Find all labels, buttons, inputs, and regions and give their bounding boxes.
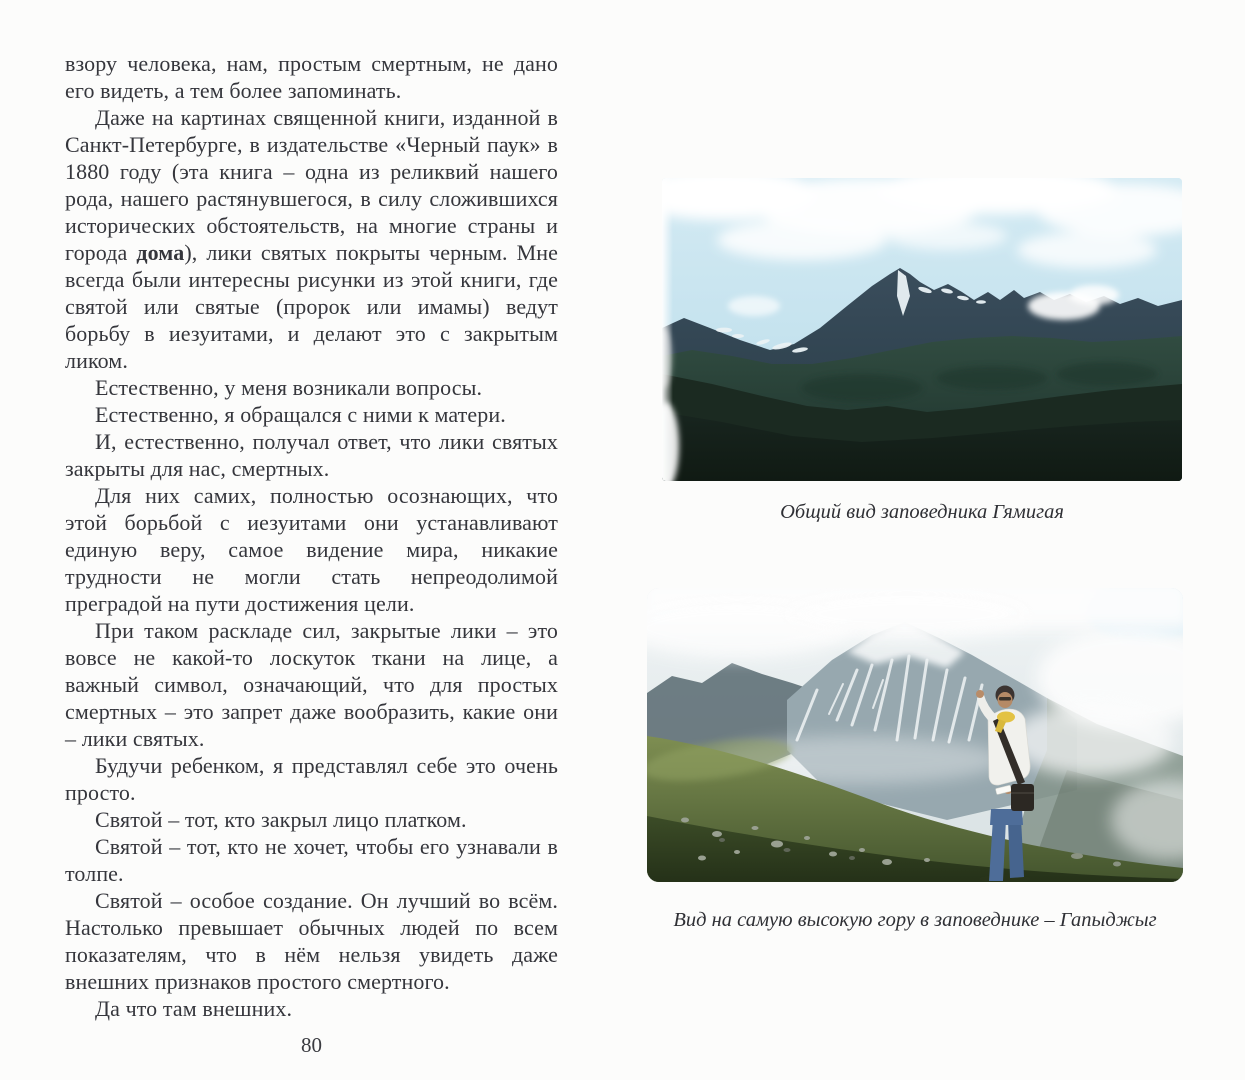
body-paragraph [65, 104, 558, 374]
body-paragraph: Естественно, я обращался с ними к матери. [95, 402, 506, 427]
body-paragraph: Святой – особое создание. Он лучший во всём. Настолько превышает обычных людей по всем показателям, что в нём нельзя увидеть даже внешних признаков простого смертного. [65, 888, 558, 994]
body-paragraph: Да что там внешних. [95, 996, 293, 1021]
paragraph-text: ), лики святых покрыты черным. Мне всегда были интересны рисунки из этой книги, где святой или святые (пророк или имамы) ведут борьбу в иезуитами, и делают это с закрытым ликом. [65, 240, 558, 373]
figure-caption: Общий вид заповедника Гямигая [780, 501, 1064, 523]
page-number: 80 [301, 1033, 322, 1057]
body-paragraph: И, естественно, получал ответ, что лики святых закрыты для нас, смертных. [65, 429, 558, 481]
paragraph-text: Даже на картинах священной книги, изданной в Санкт-Петербурге, в издательстве «Черный паук» в 1880 году (эта книга – одна из реликвий нашего рода, нашего растянувшегося, в силу сложившихся исторических обстоятельств, на многие страны и города [65, 105, 558, 265]
man-raised-hand [976, 690, 984, 698]
body-paragraph: Естественно, у меня возникали вопросы. [95, 375, 483, 400]
body-paragraph: Будучи ребенком, я представлял себе это очень просто. [65, 753, 558, 805]
photo-man-on-slope [647, 588, 1183, 882]
body-paragraph: взору человека, нам, простым смертным, не дано его видеть, а тем более запоминать. [65, 51, 558, 103]
figure-caption: Вид на самую высокую гору в заповеднике – Гапыджыг [673, 909, 1157, 931]
man-sunglasses [999, 697, 1011, 701]
body-paragraph: Для них самих, полностью осознающих, что этой борьбой с иезуитами они устанавливают единую веру, самое видение мира, никакие трудности не могли стать непреодолимой преградой на пути достижения цели. [65, 483, 558, 616]
text-column [65, 50, 558, 1022]
man-jeans-hip [990, 809, 1023, 825]
body-paragraph: Святой – тот, кто закрыл лицо платком. [95, 807, 467, 832]
bold-word: дома [136, 240, 185, 265]
body-paragraph: Святой – тот, кто не хочет, чтобы его узнавали в толпе. [65, 834, 558, 886]
man-bag [1011, 784, 1034, 811]
photo-mountain-panorama [662, 178, 1182, 481]
body-paragraph: При таком раскладе сил, закрытые лики – это вовсе не какой-то лоскуток ткани на лице, а важный символ, означающий, что для простых смертных – это запрет даже вообразить, какие они – лики святых. [65, 618, 558, 751]
